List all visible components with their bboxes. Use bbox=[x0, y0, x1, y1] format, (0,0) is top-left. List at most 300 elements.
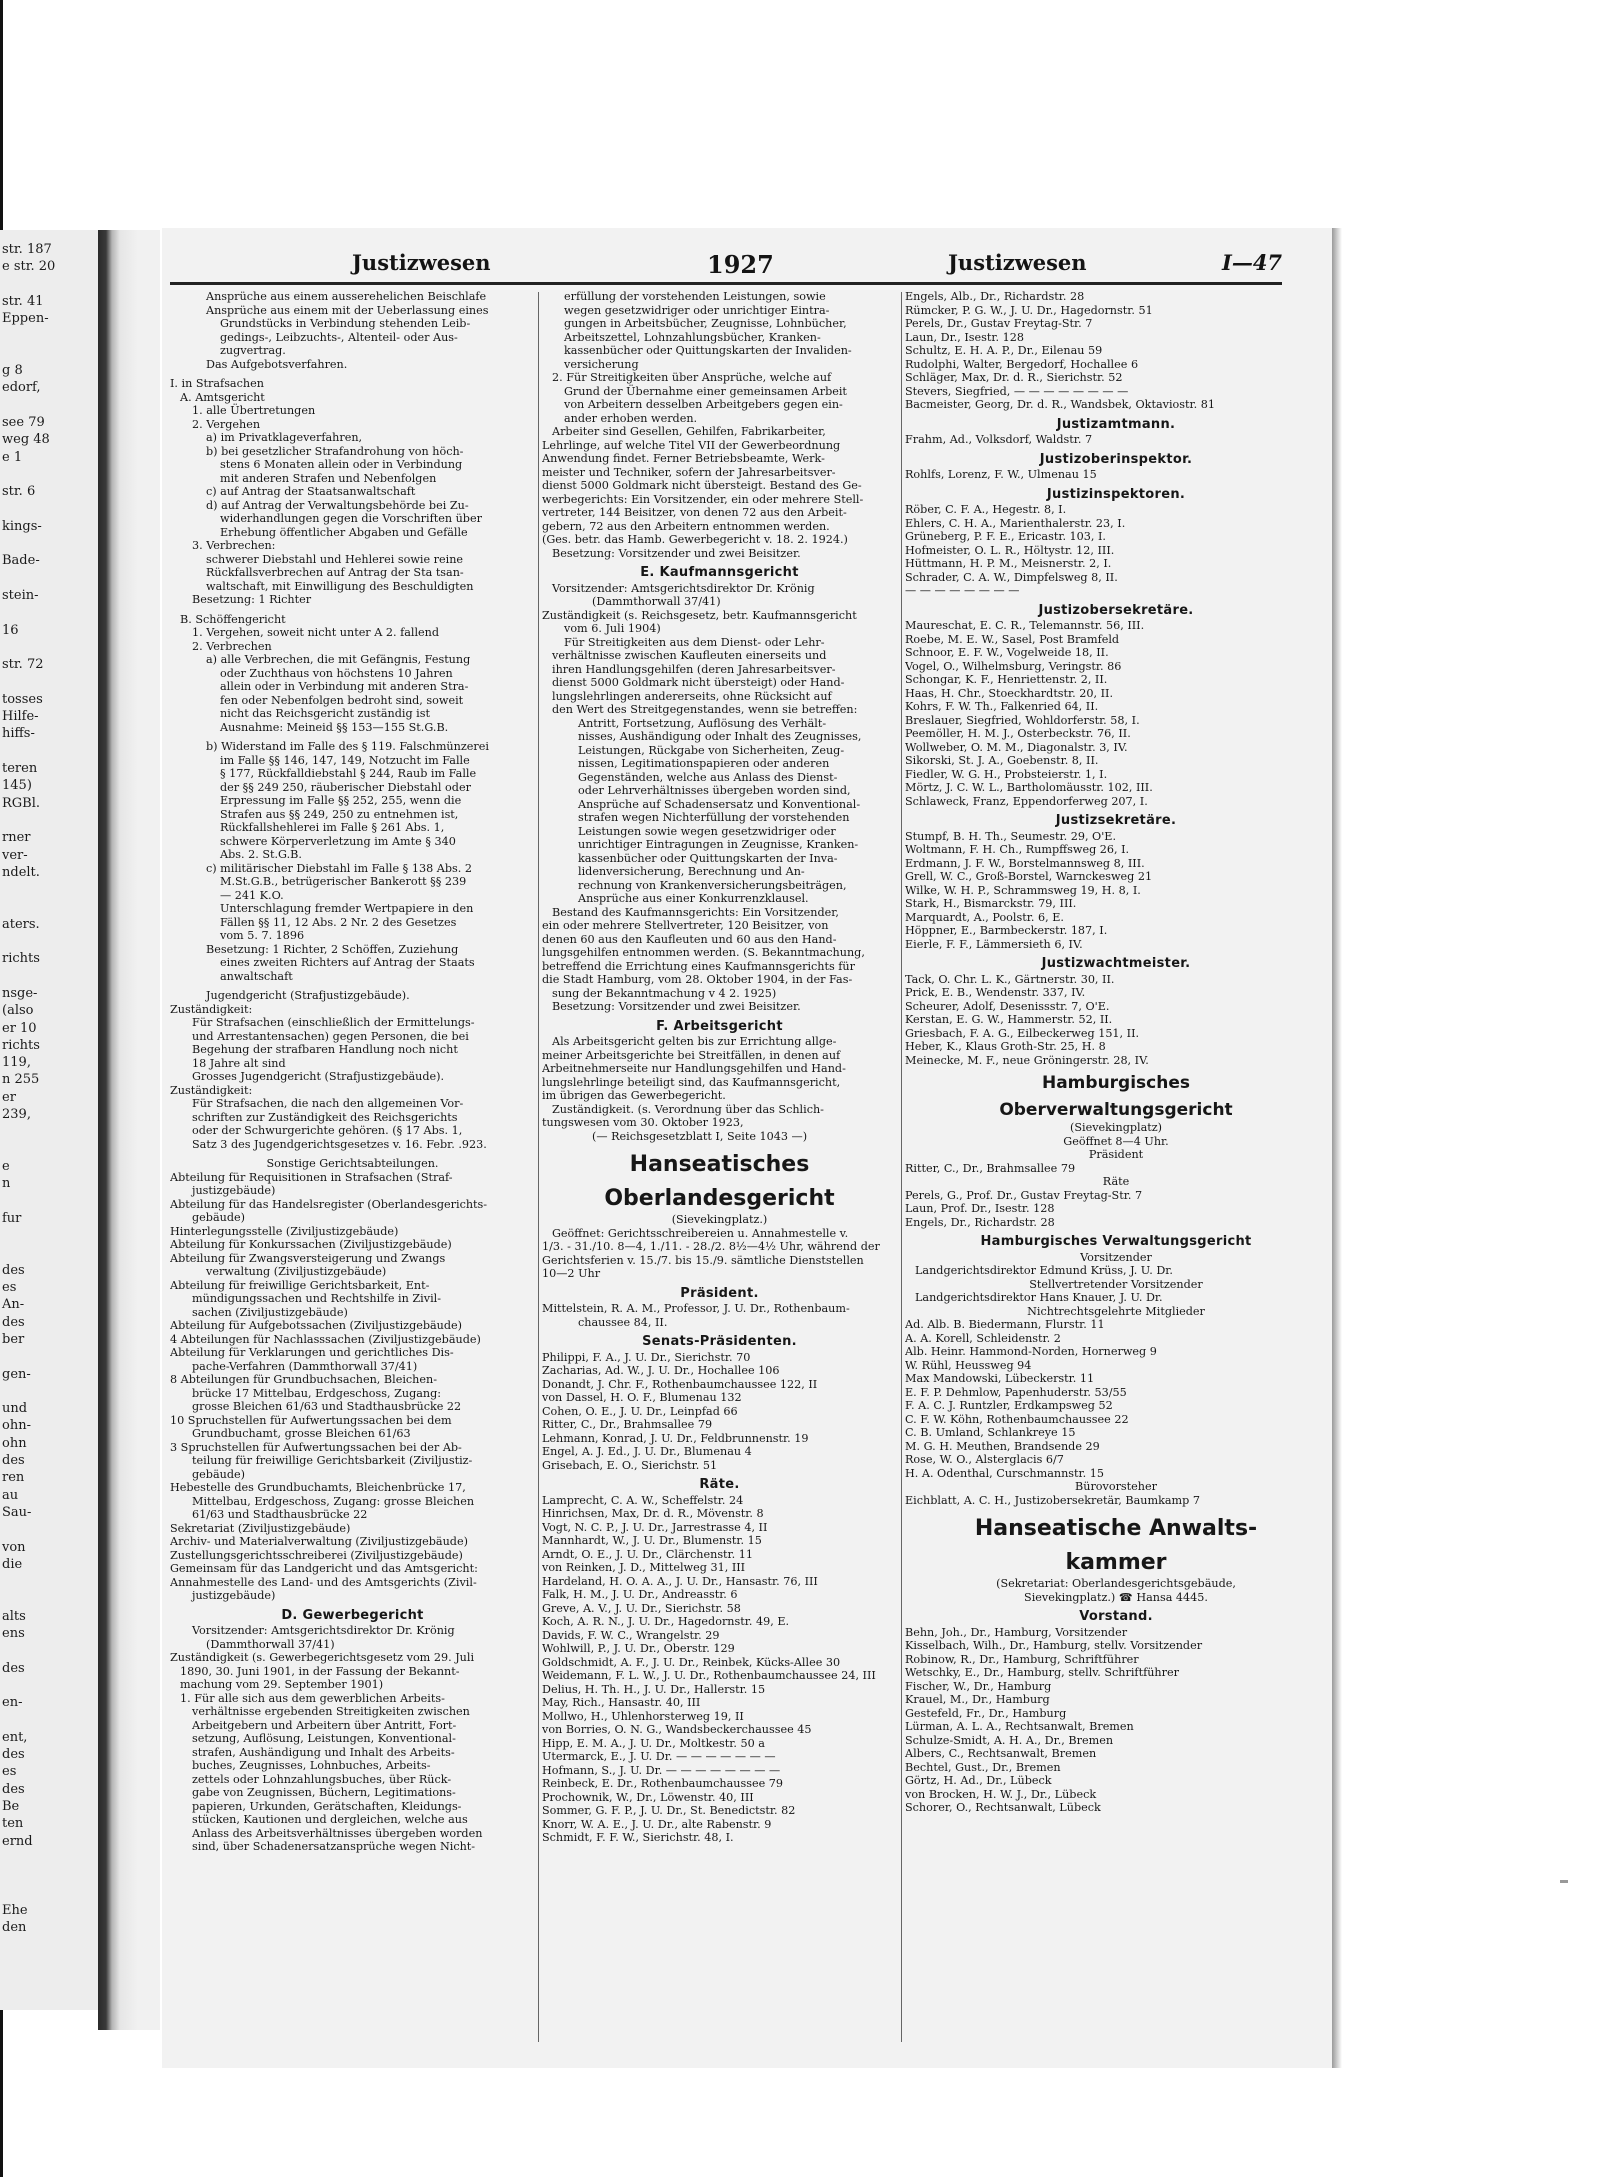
edge-text-fragment: Hilfe- bbox=[2, 709, 39, 725]
edge-text-fragment: weg 48 bbox=[2, 432, 50, 448]
text-line: Abteilung für Requisitionen in Strafsachen (Straf- bbox=[170, 1170, 453, 1184]
text-line: Alb. Heinr. Hammond-Norden, Hornerweg 9 bbox=[905, 1345, 1157, 1358]
text-line: Laun, Prof. Dr., Isestr. 128 bbox=[905, 1202, 1055, 1215]
text-line: Bestand des Kaufmannsgerichts: Ein Vorsitzender, bbox=[552, 905, 839, 919]
text-line: Arbeitgebern und Arbeitern über Antritt, Fort- bbox=[192, 1718, 457, 1732]
edge-text-fragment: kings- bbox=[2, 518, 42, 534]
text-line: B. Schöffengericht bbox=[180, 612, 286, 626]
header-year: 1927 bbox=[707, 250, 774, 279]
text-line: Lamprecht, C. A. W., Scheffelstr. 24 bbox=[542, 1493, 744, 1507]
text-line: Erpressung im Falle §§ 252, 255, wenn die bbox=[220, 794, 462, 807]
edge-text-fragment: str. 6 bbox=[2, 484, 36, 500]
text-line: Haas, H. Chr., Stoeckhardtstr. 20, II. bbox=[905, 686, 1114, 700]
edge-text-fragment: Be bbox=[2, 1799, 20, 1814]
text-line: gungen in Arbeitsbücher, Zeugnisse, Lohnbücher, bbox=[564, 317, 847, 330]
text-line: Greve, A. V., J. U. Dr., Sierichstr. 58 bbox=[542, 1601, 741, 1615]
text-line: Grundbuchamt, grosse Bleichen 61/63 bbox=[192, 1427, 411, 1440]
text-line: M.St.G.B., betrügerischer Bankerott §§ 239 bbox=[220, 875, 467, 888]
text-line: Schmidt, F. F. W., Sierichstr. 48, I. bbox=[542, 1831, 734, 1844]
edge-text-fragment: e bbox=[2, 1158, 10, 1174]
text-line: nissen, Legitimationspapieren oder anderen bbox=[578, 757, 830, 770]
text-line: Rose, W. O., Alsterglacis 6/7 bbox=[905, 1453, 1064, 1466]
edge-text-fragment: des bbox=[2, 1453, 25, 1468]
text-line: Abteilung für Zwangsversteigerung und Zwangs bbox=[170, 1251, 446, 1265]
text-line: 1. Für alle sich aus dem gewerblichen Arbeits- bbox=[180, 1691, 445, 1705]
text-line: Höppner, E., Barmbeckerstr. 187, I. bbox=[905, 924, 1108, 937]
text-line: Utermarck, E., J. U. Dr. — — — — — — — bbox=[542, 1750, 776, 1763]
edge-text-fragment: es bbox=[2, 1280, 17, 1295]
text-line: 61/63 und Stadthausbrücke 22 bbox=[192, 1508, 368, 1521]
text-line: Grüneberg, P. F. E., Ericastr. 103, I. bbox=[905, 530, 1106, 543]
text-line: Philippi, F. A., J. U. Dr., Sierichstr. 70 bbox=[542, 1350, 751, 1364]
text-line: Grosses Jugendgericht (Strafjustizgebäude). bbox=[192, 1070, 445, 1083]
text-line: I. in Strafsachen bbox=[170, 377, 264, 390]
edge-text-fragment: 239, bbox=[2, 1107, 31, 1122]
text-line: Vogt, N. C. P., J. U. Dr., Jarrestrasse 4, II bbox=[542, 1520, 768, 1534]
text-line: Geöffnet 8—4 Uhr. bbox=[1063, 1134, 1169, 1148]
text-line: Unterschlagung fremder Wertpapiere in den bbox=[220, 902, 474, 915]
text-line: Sekretariat (Ziviljustizgebäude) bbox=[170, 1521, 351, 1535]
text-line: Schrader, C. A. W., Dimpfelsweg 8, II. bbox=[905, 570, 1118, 584]
section-heading: Oberlandesgericht bbox=[604, 1186, 835, 1211]
text-line: Weidemann, F. L. W., J. U. Dr., Rothenbaumchaussee 24, III bbox=[542, 1669, 876, 1682]
text-line: Grisebach, E. O., Sierichstr. 51 bbox=[542, 1458, 718, 1472]
text-line: Sikorski, St. J. A., Goebenstr. 8, II. bbox=[905, 754, 1099, 767]
text-line: verhältnisse ergebenden Streitigkeiten zwischen bbox=[192, 1705, 470, 1718]
text-line: Max Mandowski, Lübeckerstr. 11 bbox=[905, 1372, 1095, 1385]
text-line: Engels, Dr., Richardstr. 28 bbox=[905, 1215, 1055, 1229]
text-line: chaussee 84, II. bbox=[578, 1315, 668, 1329]
edge-text-fragment: den bbox=[2, 1920, 27, 1936]
text-line: Krauel, M., Dr., Hamburg bbox=[905, 1693, 1050, 1706]
text-line: Erhebung öffentlicher Abgaben und Gefälle bbox=[220, 525, 468, 539]
page-number: I—47 bbox=[1222, 250, 1283, 275]
text-line: Zuständigkeit: bbox=[170, 1002, 253, 1016]
text-line: unrichtiger Eintragungen in Zeugnisse, Kranken- bbox=[578, 838, 859, 851]
text-line: von Dassel, H. O. F., Blumenau 132 bbox=[542, 1391, 742, 1404]
text-line: betreffend die Errichtung eines Kaufmannsgerichts für bbox=[542, 959, 855, 973]
text-line: Nichtrechtsgelehrte Mitglieder bbox=[1027, 1304, 1205, 1318]
text-line: Engel, A. J. Ed., J. U. Dr., Blumenau 4 bbox=[542, 1445, 752, 1458]
text-line: Arbeiter sind Gesellen, Gehilfen, Fabrikarbeiter, bbox=[552, 425, 826, 438]
text-line: Kerstan, E. G. W., Hammerstr. 52, II. bbox=[905, 1013, 1113, 1026]
text-line: Laun, Dr., Isestr. 128 bbox=[905, 330, 1024, 344]
text-line: F. A. C. J. Runtzler, Erdkampsweg 52 bbox=[905, 1399, 1113, 1412]
text-line: (Sievekingplatz) bbox=[1069, 1121, 1163, 1134]
text-line: strafen wegen Nichterfüllung der vorstehenden bbox=[578, 811, 850, 824]
text-line: wegen gesetzwidriger oder unrichtiger Eintra- bbox=[564, 303, 830, 317]
section-heading: Hanseatische Anwalts- bbox=[974, 1516, 1258, 1541]
text-line: tungswesen vom 30. Oktober 1923, bbox=[542, 1116, 744, 1129]
text-line: anwaltschaft bbox=[220, 969, 293, 983]
text-line: Annahmestelle des Land- und des Amtsgerichts (Zivil- bbox=[170, 1575, 477, 1589]
text-line: Ad. Alb. B. Biedermann, Flurstr. 11 bbox=[905, 1318, 1105, 1331]
text-line: Bacmeister, Georg, Dr. d. R., Wandsbek, Oktaviostr. 81 bbox=[905, 398, 1215, 411]
section-heading: Vorstand. bbox=[1079, 1609, 1153, 1624]
text-line: Frahm, Ad., Volksdorf, Waldstr. 7 bbox=[905, 433, 1093, 446]
edge-text-fragment: er 10 bbox=[2, 1020, 37, 1036]
text-line: denen 60 aus den Kaufleuten und 60 aus den Hand- bbox=[542, 932, 837, 946]
text-line: Grell, W. C., Groß-Borstel, Warnckesweg 21 bbox=[905, 870, 1153, 883]
text-line: Röber, C. F. A., Hegestr. 8, I. bbox=[905, 503, 1067, 516]
text-line: A. Amtsgericht bbox=[180, 390, 265, 404]
text-column-2 bbox=[542, 290, 897, 2050]
text-line: Rückfallsverbrechen auf Antrag der Sta tsan- bbox=[206, 566, 464, 579]
text-line: 18 Jahre alt sind bbox=[192, 1056, 286, 1070]
text-line: Als Arbeitsgericht gelten bis zur Errichtung allge- bbox=[552, 1035, 837, 1048]
text-line: Landgerichtsdirektor Hans Knauer, J. U. Dr. bbox=[915, 1291, 1163, 1304]
text-line: oder Lehrverhältnisses übergeben worden sind, bbox=[578, 784, 851, 797]
edge-text-fragment: Eppen- bbox=[2, 311, 49, 327]
text-line: Heber, K., Klaus Groth-Str. 25, H. 8 bbox=[905, 1040, 1106, 1053]
text-line: Besetzung: Vorsitzender und zwei Beisitzer. bbox=[552, 1000, 801, 1013]
text-line: sachen (Ziviljustizgebäude) bbox=[192, 1305, 348, 1319]
text-line: Lürman, A. L. A., Rechtsanwalt, Bremen bbox=[905, 1720, 1134, 1733]
text-line: Präsident bbox=[1088, 1148, 1144, 1161]
text-line: von Reinken, J. D., Mittelweg 31, III bbox=[542, 1561, 746, 1574]
text-line: W. Rühl, Heussweg 94 bbox=[905, 1358, 1032, 1372]
text-line: zugvertrag. bbox=[220, 344, 286, 357]
edge-text-fragment: RGBl. bbox=[2, 795, 41, 811]
text-line: eines zweiten Richters auf Antrag der Staats bbox=[220, 956, 475, 969]
text-line: von Arbeitern desselben Arbeitgebers gegen ein- bbox=[564, 398, 843, 411]
text-line: Landgerichtsdirektor Edmund Krüss, J. U. Dr. bbox=[915, 1264, 1173, 1277]
column-divider bbox=[538, 292, 539, 2042]
text-line: 10—2 Uhr bbox=[542, 1267, 601, 1280]
text-line: Donandt, J. Chr. F., Rothenbaumchaussee 122, II bbox=[542, 1377, 818, 1391]
text-line: Besetzung: 1 Richter, 2 Schöffen, Zuziehung bbox=[206, 942, 459, 956]
section-heading: Präsident. bbox=[680, 1285, 759, 1301]
text-line: Schorer, O., Rechtsanwalt, Lübeck bbox=[905, 1801, 1101, 1814]
text-line: 2. Für Streitigkeiten über Ansprüche, welche auf bbox=[552, 371, 832, 384]
text-line: Stellvertretender Vorsitzender bbox=[1029, 1277, 1203, 1291]
text-line: verwaltung (Ziviljustizgebäude) bbox=[206, 1265, 387, 1278]
edge-text-fragment: ndelt. bbox=[2, 864, 40, 880]
text-line: Strafen aus §§ 249, 250 zu entnehmen ist, bbox=[220, 807, 459, 821]
text-line: ein oder mehrere Stellvertreter, 120 Beisitzer, von bbox=[542, 919, 829, 932]
section-heading: E. Kaufmannsgericht bbox=[640, 565, 799, 580]
text-line: Antritt, Fortsetzung, Auflösung des Verhält- bbox=[578, 716, 827, 730]
text-line: Arbeitszettel, Lohnzahlungsbücher, Kranken- bbox=[564, 330, 821, 344]
text-line: meister und Techniker, sofern der Jahresarbeitsver- bbox=[542, 465, 836, 479]
text-line: kassenbücher oder Quittungskarten der Invaliden- bbox=[564, 344, 852, 357]
section-heading: Justizoberinspektor. bbox=[1039, 451, 1193, 467]
text-line: Hardeland, H. O. A. A., J. U. Dr., Hansastr. 76, III bbox=[542, 1574, 818, 1588]
text-line: Mannhardt, W., J. U. Dr., Blumenstr. 15 bbox=[542, 1534, 762, 1547]
running-header bbox=[162, 246, 1332, 282]
text-line: Rückfallshehlerei im Falle § 261 Abs. 1, bbox=[220, 821, 445, 834]
text-line: a) alle Verbrechen, die mit Gefängnis, Festung bbox=[206, 653, 471, 666]
edge-text-fragment: Sau- bbox=[2, 1504, 32, 1520]
text-line: A. A. Korell, Schleidenstr. 2 bbox=[905, 1331, 1061, 1345]
text-line: Gemeinsam für das Landgericht und das Amtsgericht: bbox=[170, 1562, 478, 1575]
edge-text-fragment: fur bbox=[2, 1210, 22, 1226]
text-line: Wetschky, E., Dr., Hamburg, stellv. Schriftführer bbox=[905, 1666, 1179, 1679]
text-line: Gestefeld, Fr., Dr., Hamburg bbox=[905, 1706, 1067, 1720]
text-line: Abteilung für Verklarungen und gerichtliches Dis- bbox=[170, 1346, 454, 1359]
edge-text-fragment: des bbox=[2, 1747, 25, 1763]
section-heading: Hanseatisches bbox=[629, 1152, 810, 1177]
text-line: Archiv- und Materialverwaltung (Ziviljustizgebäude) bbox=[170, 1535, 468, 1548]
edge-text-fragment: ens bbox=[2, 1626, 25, 1641]
section-heading: D. Gewerbegericht bbox=[281, 1607, 424, 1623]
text-line: rechnung von Krankenversicherungsbeiträgen, bbox=[578, 878, 847, 892]
text-line: Stark, H., Bismarckstr. 79, III. bbox=[905, 897, 1077, 910]
text-line: dienst 5000 Goldmark nicht übersteigt) oder Hand- bbox=[552, 676, 845, 689]
text-line: Wollweber, O. M. M., Diagonalstr. 3, IV. bbox=[905, 740, 1128, 754]
text-line: teilung für freiwillige Gerichtsbarkeit (Ziviljustiz- bbox=[192, 1454, 473, 1467]
text-line: 2. Vergehen bbox=[192, 417, 261, 431]
text-line: Jugendgericht (Strafjustizgebäude). bbox=[206, 989, 410, 1002]
text-line: im übrigen das Gewerbegericht. bbox=[542, 1089, 726, 1102]
text-line: b) Widerstand im Falle des § 119. Falschmünzerei bbox=[206, 740, 489, 753]
text-line: May, Rich., Hansastr. 40, III bbox=[542, 1696, 701, 1709]
text-line: Ansprüche auf Schadensersatz und Konventional- bbox=[578, 797, 861, 811]
text-line: Fiedler, W. G. H., Probsteierstr. 1, I. bbox=[905, 767, 1108, 781]
text-line: schwerer Diebstahl und Hehlerei sowie reine bbox=[206, 552, 464, 566]
text-line: von Borries, O. N. G., Wandsbeckerchaussee 45 bbox=[542, 1723, 812, 1736]
text-line: mündigungssachen und Rechtshilfe in Zivil- bbox=[192, 1292, 442, 1305]
text-line: Schlaweck, Franz, Eppendorferweg 207, I. bbox=[905, 794, 1148, 808]
text-line: Für Streitigkeiten aus dem Dienst- oder Lehr- bbox=[564, 635, 825, 649]
edge-text-fragment: es bbox=[2, 1764, 17, 1780]
text-line: kassenbücher oder Quittungskarten der Inva- bbox=[578, 851, 838, 865]
edge-text-fragment: tosses bbox=[2, 691, 43, 707]
text-line: Hinrichsen, Max, Dr. d. R., Mövenstr. 8 bbox=[542, 1507, 764, 1520]
section-heading: Justizinspektoren. bbox=[1046, 486, 1186, 502]
text-line: schwere Körperverletzung im Amte § 340 bbox=[220, 834, 456, 848]
text-line: Griesbach, F. A. G., Eilbeckerweg 151, II. bbox=[905, 1026, 1140, 1040]
text-line: (— Reichsgesetzblatt I, Seite 1043 —) bbox=[592, 1129, 808, 1143]
text-line: ander erhoben werden. bbox=[564, 411, 698, 425]
text-line: Bechtel, Gust., Dr., Bremen bbox=[905, 1760, 1061, 1774]
text-line: Arndt, O. E., J. U. Dr., Clärchenstr. 11 bbox=[542, 1547, 754, 1561]
text-line: vom 6. Juli 1904) bbox=[564, 622, 661, 635]
text-line: Zustellungsgerichtsschreiberei (Ziviljustizgebäude) bbox=[170, 1548, 463, 1562]
text-line: Lehrlinge, auf welche Titel VII der Gewerbeordnung bbox=[542, 438, 841, 452]
text-line: Ansprüche aus einem mit der Ueberlassung eines bbox=[206, 303, 489, 317]
text-line: Roebe, M. E. W., Sasel, Post Bramfeld bbox=[905, 632, 1120, 646]
edge-text-fragment: edorf, bbox=[2, 380, 41, 396]
previous-page-edge bbox=[0, 230, 100, 2010]
section-heading: Oberverwaltungsgericht bbox=[999, 1100, 1233, 1120]
text-line: Rohlfs, Lorenz, F. W., Ulmenau 15 bbox=[905, 468, 1097, 481]
text-line: pache-Verfahren (Dammthorwall 37/41) bbox=[192, 1359, 418, 1373]
text-line: E. F. P. Dehmlow, Papenhuderstr. 53/55 bbox=[905, 1385, 1127, 1399]
edge-text-fragment: rner bbox=[2, 830, 31, 846]
text-line: Hofmann, S., J. U. Dr. — — — — — — — — bbox=[542, 1763, 781, 1777]
text-line: a) im Privatklageverfahren, bbox=[206, 431, 363, 444]
text-line: setzung, Auflösung, Leistungen, Konventional- bbox=[192, 1732, 456, 1745]
text-line: Schnoor, E. F. W., Vogelweide 18, II. bbox=[905, 646, 1109, 659]
text-line: schriften zur Zuständigkeit des Reichsgerichts bbox=[192, 1110, 458, 1124]
text-line: Engels, Alb., Dr., Richardstr. 28 bbox=[905, 290, 1085, 303]
column-divider bbox=[901, 292, 902, 2042]
text-line: Hinterlegungsstelle (Ziviljustizgebäude) bbox=[170, 1224, 399, 1238]
section-heading: Hamburgisches bbox=[1041, 1073, 1190, 1093]
text-line: die Stadt Hamburg, vom 28. Oktober 1904, in der Fas- bbox=[542, 973, 853, 986]
edge-text-fragment: ernd bbox=[2, 1833, 33, 1849]
text-line: Schläger, Max, Dr. d. R., Sierichstr. 52 bbox=[905, 371, 1123, 384]
text-line: Knorr, W. A. E., J. U. Dr., alte Rabenstr. 9 bbox=[542, 1817, 772, 1831]
text-line: und Arrestantensachen) gegen Personen, die bei bbox=[192, 1029, 469, 1043]
section-heading: Justizsekretäre. bbox=[1055, 813, 1177, 828]
text-line: buches, Zeugnisses, Lohnbuches, Arbeits- bbox=[192, 1759, 431, 1772]
text-line: stens 6 Monaten allein oder in Verbindung bbox=[220, 458, 463, 471]
text-line: Wilke, W. H. P., Schrammsweg 19, H. 8, I. bbox=[905, 883, 1141, 897]
header-section-right: Justizwesen bbox=[948, 250, 1087, 275]
text-line: Falk, H. M., J. U. Dr., Andreasstr. 6 bbox=[542, 1588, 738, 1601]
text-line: Prick, E. B., Wendenstr. 337, IV. bbox=[905, 986, 1086, 999]
text-line: Mittelstein, R. A. M., Professor, J. U. Dr., Rothenbaum- bbox=[542, 1302, 850, 1315]
book-spine bbox=[98, 230, 160, 2030]
text-line: Vorsitzender: Amtsgerichtsdirektor Dr. Krönig bbox=[192, 1624, 455, 1637]
text-line: 1. Vergehen, soweit nicht unter A 2. fallend bbox=[192, 626, 440, 639]
text-line: (Ges. betr. das Hamb. Gewerbegericht v. 18. 2. 1924.) bbox=[542, 533, 848, 546]
text-line: Vogel, O., Wilhelmsburg, Veringstr. 86 bbox=[905, 659, 1122, 673]
text-line: nicht das Reichsgericht zuständig ist bbox=[220, 707, 430, 720]
text-line: Sonstige Gerichtsabteilungen. bbox=[266, 1157, 439, 1170]
text-line: (Dammthorwall 37/41) bbox=[206, 1637, 335, 1651]
text-line: Fällen §§ 11, 12 Abs. 2 Nr. 2 des Gesetzes bbox=[220, 915, 457, 929]
section-heading: F. Arbeitsgericht bbox=[656, 1018, 783, 1034]
text-line: Görtz, H. Ad., Dr., Lübeck bbox=[905, 1774, 1052, 1787]
header-section-left: Justizwesen bbox=[352, 250, 491, 275]
text-line: Zuständigkeit (s. Reichsgesetz, betr. Kaufmannsgericht bbox=[542, 608, 857, 622]
edge-text-fragment: alts bbox=[2, 1608, 26, 1624]
text-line: H. A. Odenthal, Curschmannstr. 15 bbox=[905, 1466, 1104, 1480]
edge-text-fragment: str. 41 bbox=[2, 293, 44, 309]
text-line: stücken, Kautionen und dergleichen, welche aus bbox=[192, 1813, 468, 1826]
text-line: Vorsitzender: Amtsgerichtsdirektor Dr. Krönig bbox=[552, 581, 815, 595]
text-line: 10 Spruchstellen für Aufwertungssachen bei dem bbox=[170, 1413, 452, 1427]
edge-text-fragment: ber bbox=[2, 1331, 25, 1347]
text-line: Besetzung: Vorsitzender und zwei Beisitzer. bbox=[552, 546, 801, 560]
text-line: den Wert des Streitgegenstandes, wenn sie betreffen: bbox=[552, 703, 858, 716]
text-line: Grund der Übernahme einer gemeinsamen Arbeit bbox=[564, 384, 847, 398]
text-line: Zuständigkeit. (s. Verordnung über das Schlich- bbox=[552, 1102, 824, 1116]
scan-smudge bbox=[1560, 1880, 1568, 1883]
section-heading: Hamburgisches Verwaltungsgericht bbox=[980, 1234, 1252, 1249]
text-line: oder Zuchthaus von höchstens 10 Jahren bbox=[220, 666, 453, 680]
section-heading: Räte. bbox=[699, 1477, 740, 1492]
text-line: von Brocken, H. W. J., Dr., Lübeck bbox=[905, 1787, 1097, 1801]
edge-text-fragment: str. 187 bbox=[2, 242, 52, 257]
text-line: 1890, 30. Juni 1901, in der Fassung der Bekannt- bbox=[180, 1664, 460, 1678]
text-line: gedings-, Leibzuchts-, Altenteil- oder Aus- bbox=[220, 330, 458, 344]
text-line: Hipp, E. M. A., J. U. Dr., Moltkestr. 50 a bbox=[542, 1736, 765, 1750]
document-page bbox=[162, 228, 1332, 2068]
text-line: fen oder Nebenfolgen bedroht sind, soweit bbox=[220, 693, 464, 707]
text-line: Mörtz, J. C. W. L., Bartholomäusstr. 102, III. bbox=[905, 781, 1153, 794]
text-line: Perels, Dr., Gustav Freytag-Str. 7 bbox=[905, 317, 1093, 330]
text-line: Kisselbach, Wilh., Dr., Hamburg, stellv. Vorsitzender bbox=[905, 1639, 1203, 1652]
text-line: d) auf Antrag der Verwaltungsbehörde bei Zu- bbox=[206, 498, 469, 512]
text-line: Abteilung für Konkurssachen (Ziviljustizgebäude) bbox=[170, 1238, 452, 1251]
text-line: Besetzung: 1 Richter bbox=[192, 593, 312, 606]
text-line: Satz 3 des Jugendgerichtsgesetzes v. 16. Febr. .923. bbox=[192, 1137, 487, 1151]
text-line: Räte bbox=[1102, 1175, 1130, 1188]
text-line: Davids, F. W. C., Wrangelstr. 29 bbox=[542, 1628, 720, 1642]
section-heading: Justizamtmann. bbox=[1056, 416, 1176, 432]
text-line: Sievekingplatz.) ☎ Hansa 4445. bbox=[1024, 1590, 1208, 1604]
edge-text-fragment: n 255 bbox=[2, 1072, 40, 1088]
text-line: Cohen, O. E., J. U. Dr., Leinpfad 66 bbox=[542, 1404, 738, 1418]
text-line: Arbeitnehmerseite nur Handlungsgehilfen und Hand- bbox=[542, 1062, 846, 1075]
text-line: Hebestelle des Grundbuchamts, Bleichenbrücke 17, bbox=[170, 1481, 466, 1494]
page-edge-shadow bbox=[1332, 228, 1342, 2068]
section-heading: kammer bbox=[1065, 1550, 1167, 1575]
text-line: Ansprüche aus einem ausserehelichen Beischlafe bbox=[206, 290, 487, 303]
text-line: grosse Bleichen 61/63 und Stadthausbrücke 22 bbox=[192, 1400, 462, 1413]
text-line: Fischer, W., Dr., Hamburg bbox=[905, 1679, 1052, 1693]
text-line: Erdmann, J. F. W., Borstelmannsweg 8, III. bbox=[905, 856, 1145, 870]
edge-text-fragment: g 8 bbox=[2, 363, 23, 379]
text-line: dienst 5000 Goldmark nicht übersteigt. Bestand des Ge- bbox=[542, 479, 862, 492]
text-line: Tack, O. Chr. L. K., Gärtnerstr. 30, II. bbox=[905, 972, 1115, 986]
section-heading: Justizobersekretäre. bbox=[1038, 602, 1194, 618]
text-line: Für Strafsachen (einschließlich der Ermittelungs- bbox=[192, 1016, 475, 1029]
text-line: c) militärischer Diebstahl im Falle § 138 Abs. 2 bbox=[206, 861, 472, 875]
text-line: mit anderen Strafen und Nebenfolgen bbox=[220, 471, 437, 485]
text-line: lungsgehilfen entnommen werden. (S. Bekanntmachung, bbox=[542, 946, 865, 959]
text-line: Sommer, G. F. P., J. U. Dr., St. Benedictstr. 82 bbox=[542, 1804, 796, 1817]
text-line: Abs. 2. St.G.B. bbox=[220, 848, 302, 861]
text-column-3 bbox=[905, 290, 1327, 2050]
text-line: Ansprüche aus einer Konkurrenzklausel. bbox=[578, 892, 809, 905]
section-heading: Justizwachtmeister. bbox=[1041, 956, 1191, 971]
text-line: verhältnisse zwischen Kaufleuten einerseits und bbox=[552, 649, 827, 662]
text-line: (Dammthorwall 37/41) bbox=[592, 595, 721, 608]
text-line: widerhandlungen gegen die Vorschriften über bbox=[220, 512, 482, 525]
text-line: Stevers, Siegfried, — — — — — — — — bbox=[905, 384, 1129, 398]
edge-text-fragment: (also bbox=[2, 1003, 34, 1019]
edge-text-fragment: und bbox=[2, 1401, 28, 1417]
text-line: Begehung der strafbaren Handlung noch nicht bbox=[192, 1043, 458, 1056]
edge-text-fragment: n bbox=[2, 1176, 11, 1192]
text-line: Eierle, F. F., Lämmersieth 6, IV. bbox=[905, 937, 1083, 951]
edge-text-fragment: richts bbox=[2, 951, 40, 967]
text-line: 3 Spruchstellen für Aufwertungssachen bei der Ab- bbox=[170, 1440, 462, 1454]
text-line: 8 Abteilungen für Grundbuchsachen, Bleichen- bbox=[170, 1373, 437, 1386]
text-line: Das Aufgebotsverfahren. bbox=[206, 357, 348, 371]
edge-text-fragment: er bbox=[2, 1089, 16, 1105]
edge-text-fragment: des bbox=[2, 1781, 25, 1797]
text-line: Anwendung findet. Ferner Betriebsbeamte, Werk- bbox=[542, 452, 825, 465]
text-line: gabe von Zeugnissen, Büchern, Legitimations- bbox=[192, 1786, 456, 1799]
text-line: Meinecke, M. F., neue Gröningerstr. 28, IV. bbox=[905, 1053, 1149, 1067]
edge-text-fragment: ver- bbox=[2, 847, 28, 863]
text-line: 1. alle Übertretungen bbox=[192, 404, 316, 417]
edge-text-fragment: 119, bbox=[2, 1055, 31, 1071]
text-line: der §§ 249 250, räuberischer Diebstahl oder bbox=[220, 780, 471, 794]
text-line: lungslehrlinge beteiligt sind, das Kaufmannsgericht, bbox=[542, 1075, 841, 1089]
text-line: Zuständigkeit (s. Gewerbegerichtsgesetz vom 29. Juli bbox=[170, 1651, 475, 1664]
text-line: sung der Bekanntmachung v 4 2. 1925) bbox=[552, 986, 777, 1000]
edge-text-fragment: 16 bbox=[2, 622, 19, 638]
text-line: Rümcker, P. G. W., J. U. Dr., Hagedornstr. 51 bbox=[905, 303, 1153, 317]
text-line: allein oder in Verbindung mit anderen Stra- bbox=[220, 680, 469, 693]
text-line: Geöffnet: Gerichtsschreibereien u. Annahmestelle v. bbox=[552, 1226, 849, 1240]
text-line: Peemöller, H. M. J., Osterbeckstr. 76, II. bbox=[905, 727, 1131, 740]
edge-text-fragment: richts bbox=[2, 1037, 40, 1053]
text-line: Delius, H. Th. H., J. U. Dr., Hallerstr. 15 bbox=[542, 1682, 766, 1696]
text-line: 3. Verbrechen: bbox=[192, 539, 276, 552]
edge-text-fragment: 145) bbox=[2, 778, 32, 794]
text-line: Wohlwill, P., J. U. Dr., Oberstr. 129 bbox=[542, 1642, 735, 1655]
text-line: Marquardt, A., Poolstr. 6, E. bbox=[905, 910, 1064, 924]
text-line: Rudolphi, Walter, Bergedorf, Hochallee 6 bbox=[905, 357, 1139, 371]
